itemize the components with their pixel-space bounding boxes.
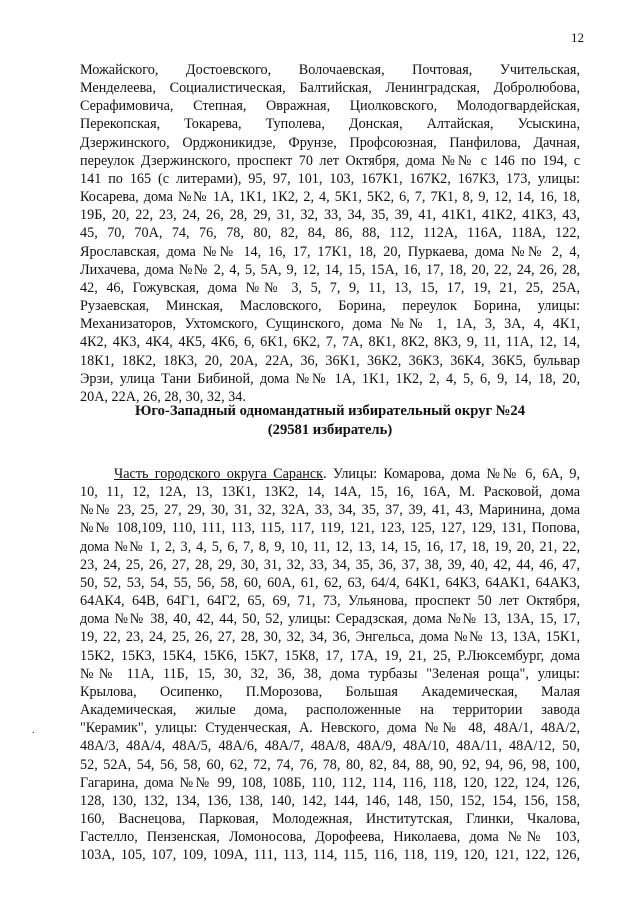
- text-line: №№ 23, 25, 27, 29, 30, 31, 32, 32А, 33, 34, 35, 37, 39, 41, 43, Маринина, дома: [80, 502, 580, 519]
- text-line: 64АК4, 64В, 64Г1, 64Г2, 65, 69, 71, 73, Ульянова, проспект 50 лет Октября,: [80, 593, 580, 610]
- text-line: 52, 52А, 54, 56, 58, 60, 62, 72, 74, 76, 78, 80, 82, 84, 88, 90, 92, 94, 96, 98, 100,: [80, 756, 580, 773]
- district-area-label: Часть городского округа Саранск: [114, 466, 324, 482]
- text-line: дома №№ 38, 40, 42, 44, 50, 52, улицы: Серадзская, дома №№ 13, 13А, 15, 17,: [80, 611, 580, 628]
- text-line: "Керамик", улицы: Студенческая, А. Невского, дома №№ 48, 48А/1, 48А/2,: [80, 720, 580, 737]
- text-line: Дзержинского, Орджоникидзе, Фрунзе, Профсоюзная, Панфилова, Дачная,: [80, 134, 580, 151]
- district-title: Юго-Западный одномандатный избирательный округ №24: [134, 403, 526, 419]
- text-line: Крылова, Осипенко, П.Морозова, Большая Академическая, Малая: [80, 683, 580, 700]
- text-line: Механизаторов, Ухтомского, Сущинского, дома №№ 1, 1А, 3, 3А, 4, 4К1,: [80, 316, 580, 333]
- text-line: 160, Васнецова, Парковая, Молодежная, Институтская, Глинки, Чкалова,: [80, 810, 580, 827]
- text-line: 45, 70, 70А, 74, 76, 78, 80, 82, 84, 86, 88, 112, 112А, 116А, 118А, 122,: [80, 225, 580, 242]
- text-line: Академическая, жилые дома, расположенные на территории завода: [80, 702, 580, 719]
- text-line: Лихачева, дома №№ 2, 4, 5, 5А, 9, 12, 14, 15, 15А, 16, 17, 18, 20, 22, 24, 26, 28,: [80, 261, 580, 278]
- text-line: 50, 52, 53, 54, 55, 56, 58, 60, 60А, 61, 62, 63, 64/4, 64К1, 64К3, 64АК1, 64АК3,: [80, 574, 580, 591]
- page-number: 12: [571, 30, 584, 45]
- text-line: 103А, 105, 107, 109, 109А, 111, 113, 114, 115, 116, 118, 119, 120, 121, 122, 126,: [80, 847, 580, 864]
- text-line: Гастелло, Пензенская, Ломоносова, Дорофеева, Николаева, дома №№ 103,: [80, 829, 580, 846]
- text-line: Косарева, дома №№ 1А, 1К1, 1К2, 2, 4, 5К1, 5К2, 6, 7, 7К1, 8, 9, 12, 14, 16, 18,: [80, 189, 580, 206]
- district-first-line-rest: . Улицы: Комарова, дома №№ 6, 6А, 9,: [323, 466, 581, 482]
- text-line: 20А, 22А, 26, 28, 30, 32, 34.: [80, 388, 246, 405]
- text-line: №№ 11А, 11Б, 15, 30, 32, 36, 38, дома турбазы "Зеленая роща", улицы:: [80, 665, 580, 682]
- text-line: Ярославская, дома №№ 14, 16, 17, 17К1, 18, 20, Пуркаева, дома №№ 2, 4,: [80, 243, 580, 260]
- margin-mark: .: [32, 725, 35, 736]
- text-line: 42, 46, Гожувская, дома №№ 3, 5, 7, 9, 11, 13, 15, 17, 19, 21, 25, 25А,: [80, 279, 580, 296]
- text-line: переулок Дзержинского, проспект 70 лет Октября, дома №№ с 146 по 194, с: [80, 152, 580, 169]
- district-heading: [80, 402, 580, 440]
- text-line: Перекопская, Токарева, Туполева, Донская, Алтайская, Усыскина,: [80, 116, 580, 133]
- text-line: 19, 22, 23, 24, 25, 26, 27, 28, 30, 32, 34, 36, Энгельса, дома №№ 13, 13А, 15К1,: [80, 629, 580, 646]
- text-line: Можайского, Достоевского, Волочаевская, Почтовая, Учительская,: [80, 62, 580, 78]
- text-line: 10, 11, 12, 12А, 13, 13К1, 13К2, 14, 14А, 15, 16, 16А, М. Расковой, дома: [80, 484, 580, 501]
- continuation-paragraph: [80, 61, 580, 406]
- text-line: Гагарина, дома №№ 99, 108, 108Б, 110, 112, 114, 116, 118, 120, 122, 124, 126,: [80, 774, 580, 791]
- text-line: 141 по 165 (с литерами), 95, 97, 101, 103, 167К1, 167К2, 167К3, 173, улицы:: [80, 170, 580, 187]
- text-line-first: [80, 465, 580, 483]
- text-line: дома №№ 1, 2, 3, 4, 5, 6, 7, 8, 9, 10, 11, 12, 13, 14, 15, 16, 17, 18, 19, 20, 21, 22,: [80, 538, 580, 555]
- text-line: №№ 108,109, 110, 111, 113, 115, 117, 119, 121, 123, 125, 127, 129, 131, Попова,: [80, 520, 580, 537]
- text-line: 18К1, 18К2, 18К3, 20, 20А, 22А, 36, 36К1, 36К2, 36К3, 36К4, 36К5, бульвар: [80, 352, 580, 369]
- district-paragraph: [80, 465, 580, 864]
- text-line: 4К2, 4К3, 4К4, 4К5, 4К6, 6, 6К1, 6К2, 7, 7А, 8К1, 8К2, 8К3, 9, 11, 11А, 12, 14,: [80, 334, 580, 351]
- text-line: Серафимовича, Степная, Овражная, Циолковского, Молодогвардейская,: [80, 98, 580, 115]
- text-line: Эрзи, улица Тани Бибиной, дома №№ 1А, 1К1, 1К2, 2, 4, 5, 6, 9, 14, 18, 20,: [80, 370, 580, 387]
- text-line: 48А/3, 48А/4, 48А/5, 48А/6, 48А/7, 48А/8, 48А/9, 48А/10, 48А/11, 48А/12, 50,: [80, 738, 580, 755]
- text-line: 128, 130, 132, 134, 136, 138, 140, 142, 144, 146, 148, 150, 152, 154, 156, 158,: [80, 792, 580, 809]
- text-line: 19Б, 20, 22, 23, 24, 26, 28, 29, 31, 32, 33, 34, 35, 39, 41, 41К1, 41К2, 41К3, 43,: [80, 207, 580, 224]
- district-voter-count: (29581 избиратель): [267, 422, 393, 438]
- text-line: 23, 24, 25, 26, 27, 28, 29, 30, 31, 32, 33, 34, 35, 36, 37, 38, 39, 40, 42, 44, 46, 47,: [80, 556, 580, 573]
- text-line: Рузаевская, Минская, Масловского, Борина, переулок Борина, улицы:: [80, 298, 580, 315]
- text-line: Менделеева, Социалистическая, Балтийская, Ленинградская, Добролюбова,: [80, 80, 580, 97]
- text-line: 15К2, 15К3, 15К4, 15К6, 15К7, 15К8, 17, 17А, 19, 21, 25, Р.Люксембург, дома: [80, 647, 580, 664]
